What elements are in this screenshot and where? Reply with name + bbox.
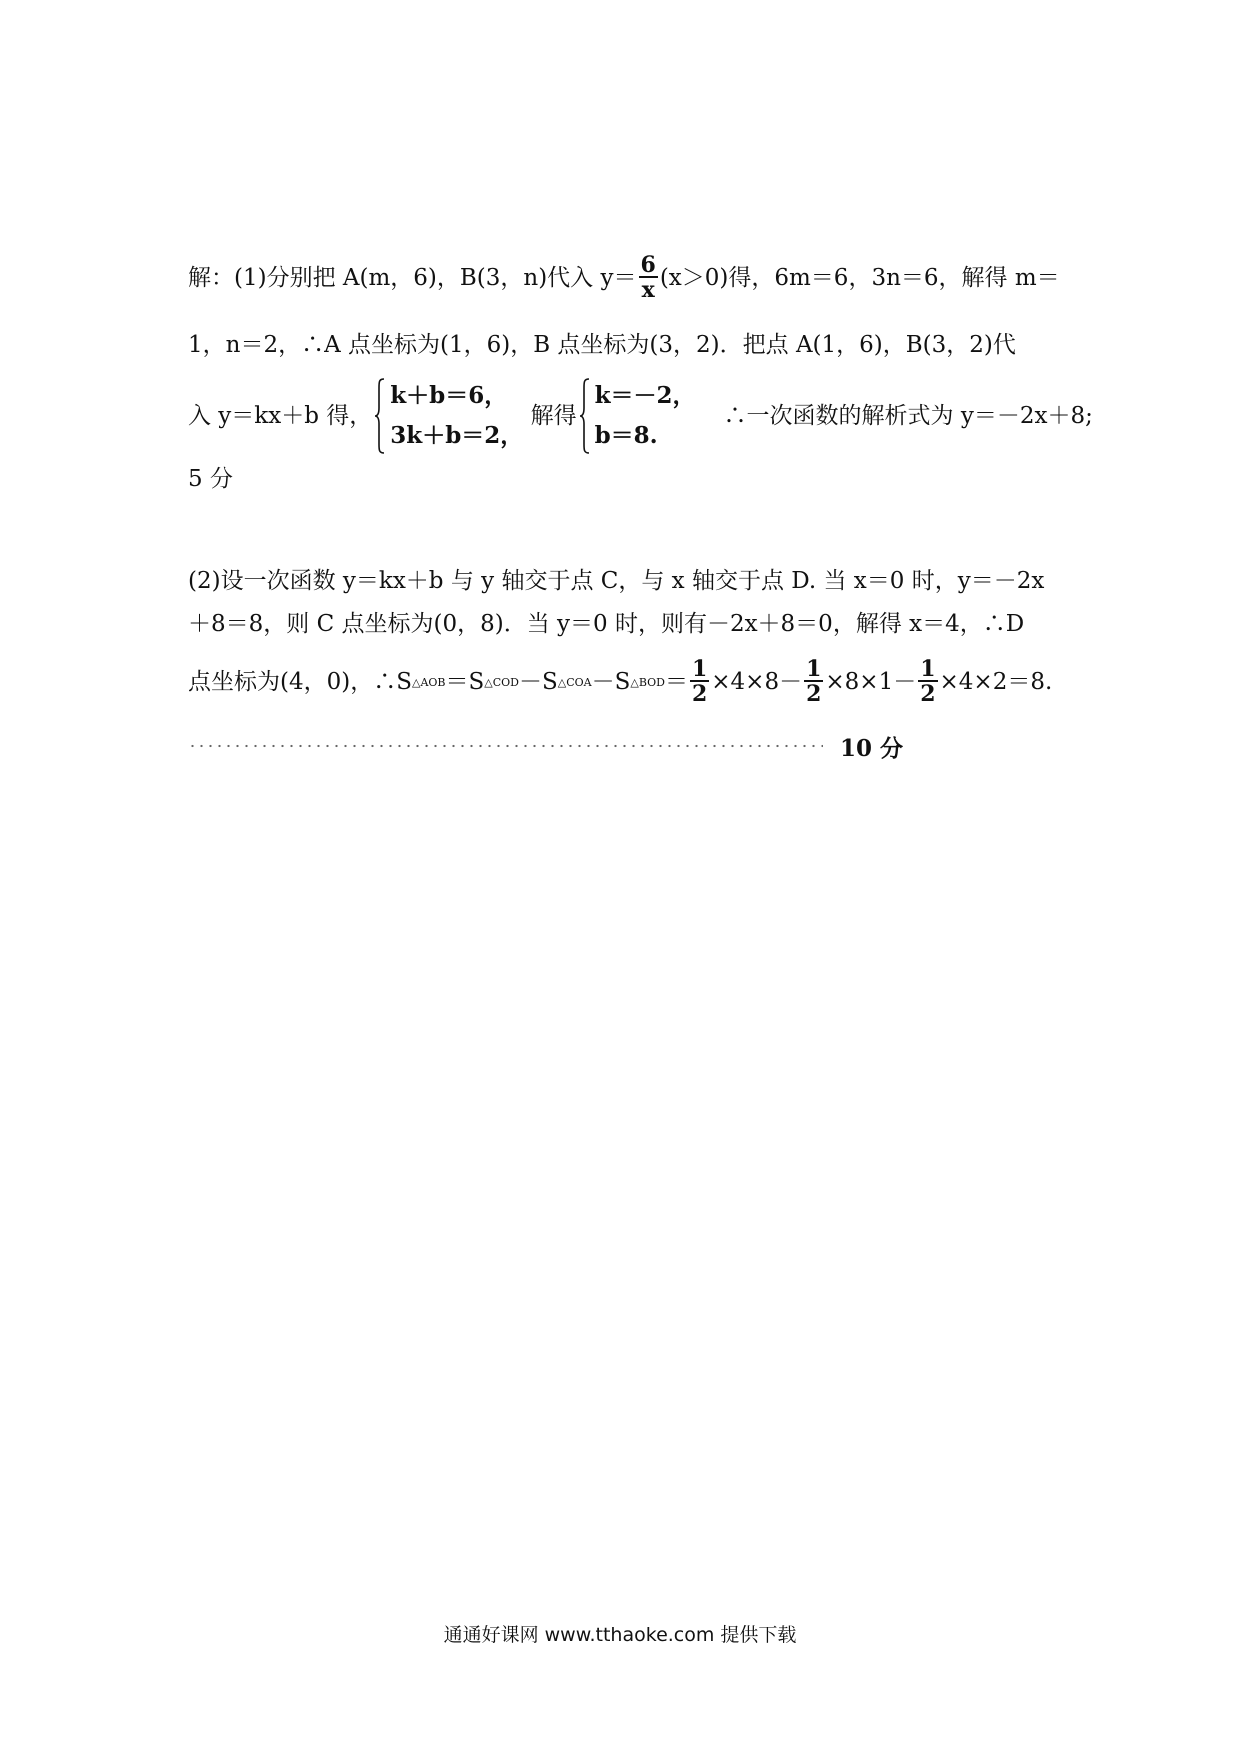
text-segment: ＝ — [664, 668, 688, 695]
equation-row: k＋b＝6， — [390, 382, 508, 409]
dotted-leader — [188, 744, 823, 748]
text-segment: (x＞0)得，6m＝6，3n＝6，解得 m＝ — [659, 264, 1060, 291]
solution-line-6 — [188, 658, 1061, 706]
fraction — [690, 658, 709, 706]
text-segment: ×8×1－ — [825, 668, 917, 695]
subscript: △AOB — [411, 675, 446, 689]
subscript: △BOD — [630, 675, 665, 689]
equation-row: b＝8. — [594, 422, 658, 449]
score-part-1 — [188, 468, 1061, 491]
solution-line-2 — [188, 334, 1061, 357]
text-segment: 入 y＝kx＋b 得， — [188, 402, 373, 429]
score-part-2: 10 分 — [840, 735, 904, 762]
text-segment: －S — [591, 668, 631, 695]
left-brace-icon — [374, 378, 386, 454]
fraction-denominator: 2 — [806, 681, 822, 707]
solution-line-3 — [188, 376, 1093, 456]
fraction-denominator: 2 — [920, 681, 936, 707]
page-footer: 通通好课网 www.tthaoke.com 提供下载 — [443, 1624, 797, 1646]
fraction — [639, 254, 658, 302]
solution-line-1 — [188, 254, 1061, 302]
left-brace-icon — [579, 378, 591, 454]
text-segment: ∴一次函数的解析式为 y＝－2x＋8; — [723, 402, 1093, 429]
fraction-numerator: 1 — [920, 656, 936, 682]
fraction-denominator: x — [641, 277, 655, 303]
text-segment: ×4×8－ — [711, 668, 803, 695]
text-segment: (2)设一次函数 y＝kx＋b 与 y 轴交于点 C，与 x 轴交于点 D. 当 x＝0 时，y＝－2x — [188, 568, 1045, 594]
text-segment: 解得 — [523, 402, 577, 429]
subscript: △COA — [557, 675, 592, 689]
solution-line-5 — [188, 613, 1061, 636]
equation-row: 3k＋b＝2， — [390, 422, 524, 449]
fraction-numerator: 6 — [640, 252, 656, 278]
solution-line-4 — [188, 570, 1061, 593]
text-segment: －S — [518, 668, 558, 695]
fraction-numerator: 1 — [691, 656, 708, 682]
text-segment: 点坐标为(4，0)，∴S — [188, 668, 412, 695]
fraction — [918, 658, 937, 706]
equation-row: k＝－2， — [594, 382, 696, 409]
fraction — [804, 658, 823, 706]
equation-system-2 — [579, 376, 696, 456]
fraction-denominator: 2 — [691, 681, 708, 707]
text-segment: ×4×2＝8. — [939, 668, 1053, 695]
text-segment: 1，n＝2，∴A 点坐标为(1，6)，B 点坐标为(3，2)．把点 A(1，6)，B(3，2)代 — [188, 332, 1016, 358]
fraction-numerator: 1 — [806, 656, 822, 682]
subscript: △COD — [484, 675, 519, 689]
equation-system-1 — [374, 376, 523, 456]
score-text: 5 分 — [188, 466, 233, 492]
text-segment: 解：(1)分别把 A(m，6)，B(3，n)代入 y＝ — [188, 264, 637, 291]
text-segment: ＋8＝8，则 C 点坐标为(0，8)．当 y＝0 时，则有－2x＋8＝0，解得 x＝4，∴D — [188, 611, 1025, 637]
text-segment: ＝S — [445, 668, 485, 695]
